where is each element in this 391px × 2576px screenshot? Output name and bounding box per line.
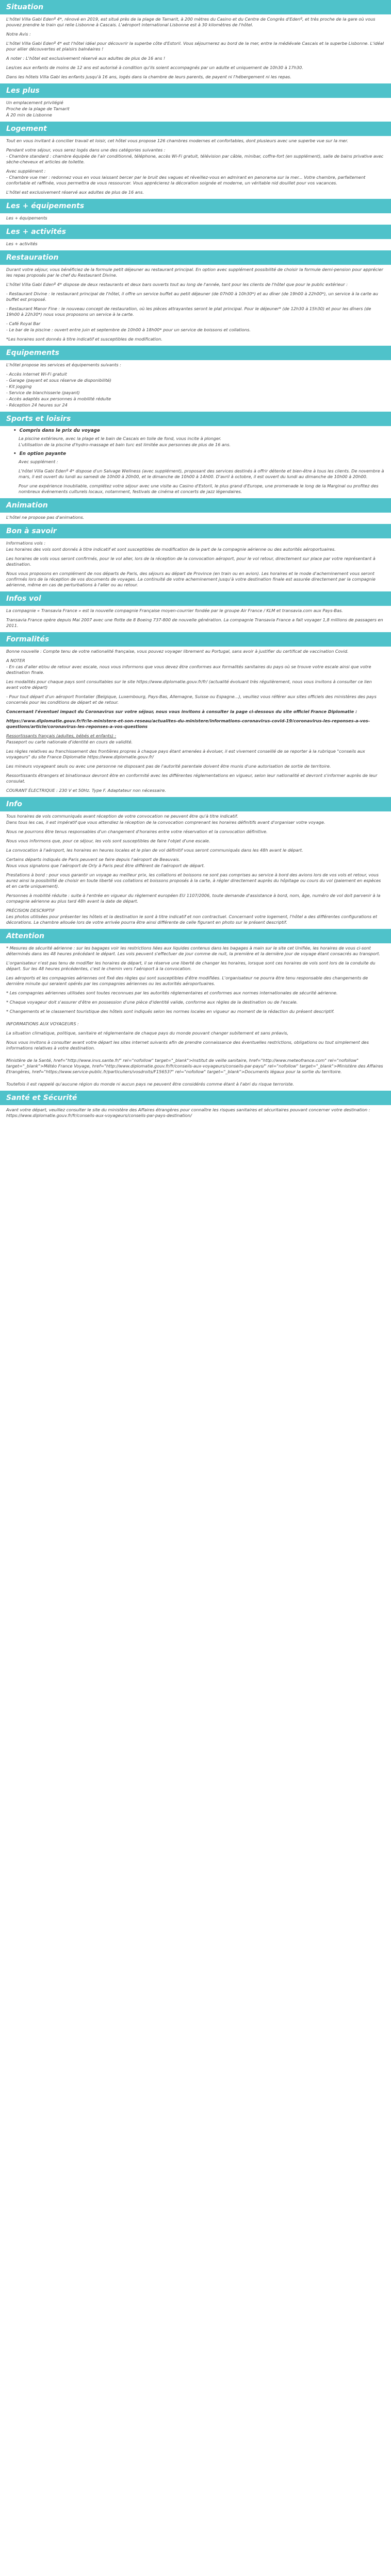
section-body-restauration (0, 267, 391, 342)
paragraph: L'hôtel Villa Gabi Edenº 4* est l'hôtel idéal pour découvrir la superbe côte d'Estoril. Vous séjournerez au bord de la mer, entre la médiévale Cascais et la superbe Lisbonne. L'idéal pour allier découvertes et plaisirs balnéaires ! (6, 41, 384, 52)
paragraph: Les + activités (6, 241, 38, 246)
paragraph: La situation climatique, politique, sanitaire et réglementaire de chaque pays du monde pouvant changer subitement et sans préavis, (6, 1030, 289, 1036)
paragraph: L'hôtel Villa Gabi Edenº 4* dispose de deux restaurants et deux bars ouverts tout au long de l'année, tant pour les clients de l'hôtel que pour le public extérieur : (6, 282, 348, 287)
subsection-title-option: • En option payante (13, 451, 385, 457)
list-item: - Garage (payant et sous réserve de disponibilité) (6, 378, 111, 383)
paragraph: INFORMATIONS AUX VOYAGEURS : (6, 1021, 79, 1026)
section-header-info: Info (0, 797, 391, 811)
paragraph: Avec supplément : (19, 459, 58, 464)
section-body-info (0, 814, 391, 925)
section-body-activites-plus (0, 241, 391, 247)
section-body-formalites (0, 649, 391, 793)
paragraph: Nous vous signalons que l'aéroport de Orly à Paris peut être différent de l'aéroport de départ. (6, 863, 205, 868)
paragraph: L'hôtel ne propose pas d'animations. (6, 515, 85, 520)
paragraph: Nous vous informons que, pour ce séjour, les vols sont susceptibles de faire l'objet d'une escale. (6, 838, 210, 843)
paragraph: Dans les hôtels Villa Gabi les enfants jusqu'à 16 ans, logés dans la chambre de leurs parents, de payent ni l'hébergement ni les repas. (6, 74, 291, 79)
paragraph: À 20 min de Lisbonne (6, 112, 52, 117)
paragraph: L'hôtel est exclusivement réservé aux adultes de plus de 16 ans. (6, 190, 144, 195)
paragraph: L'utilisation de la piscine d'hydro-massage et bain turc est limitée aux personnes de plus de 16 ans. (19, 442, 231, 447)
paragraph: - Restaurant Divine : le restaurant principal de l'hôtel, il offre un service buffet au petit déjeuner (de 07h00 à 10h30*) et au dîner (de 19h00 à 22h00*), un service à la carte au buffet est proposé. (6, 291, 378, 302)
paragraph: Proche de la plage de Tamarit (6, 106, 70, 111)
paragraph: Les mineurs voyageant seuls ou avec une personne ne disposant pas de l'autorité parentale doivent être munis d'une autorisation de sortie de territoire. (6, 764, 331, 769)
section-header-infos-vol: Infos vol (0, 591, 391, 606)
section-header-savoir: Bon à savoir (0, 524, 391, 538)
paragraph: Transavia France opère depuis Mai 2007 avec une flotte de 8 Boeing 737-800 de nouvelle génération. La compagnie Transavia France a fait voyager 1,8 millions de passagers en 2011. (6, 617, 383, 628)
section-body-sante (0, 1107, 391, 1118)
paragraph: COURANT ÉLECTRIQUE : 230 V et 50Hz. Type F. Adaptateur non nécessaire. (6, 788, 166, 793)
paragraph: Les horaires des vols sont donnés à titre indicatif et sont susceptibles de modification de la part de la compagnie aérienne ou des autorités aéroportuaires. (6, 547, 336, 552)
paragraph: Certains départs indiqués de Paris peuvent se faire depuis l'aéroport de Beauvais. (6, 857, 181, 862)
paragraph: - Café Royal Bar (6, 321, 41, 326)
paragraph: Pour une expérience inoubliable, complétez votre séjour avec une visite au Casino d'Estoril, le plus grand d'Europe, une promenade le long de la Marginal ou profitez des nombreux événements culturels locaux, notamment, festivals de cinéma et concerts de jazz légendaires. (19, 483, 379, 494)
paragraph: A NOTER (6, 658, 25, 663)
paragraph: La convocation à l'aéroport, les horaires en heures locales et le plan de vol définitif vous seront communiqués dans les 48h avant le départ. (6, 848, 303, 853)
paragraph: Les règles relatives au franchissement des frontières propres à chaque pays étant amenées à évoluer, il est vivement conseillé de se reporter à la rubrique "conseils aux voyageurs" du site France Diplomatie https://www.diplomatie.gouv.fr/ (6, 749, 365, 759)
paragraph: Nous ne pourrons être tenus responsables d'un changement d'horaires entre votre réservation et la convocation définitive. (6, 829, 268, 834)
paragraph: Notre Avis : (6, 31, 31, 37)
list-item: - Service de blanchisserie (payant) (6, 390, 80, 395)
section-header-activites-plus: Les + activités (0, 225, 391, 239)
paragraph: Un emplacement privilégié (6, 100, 63, 105)
subsection-body-option (6, 459, 385, 495)
section-header-sante: Santé et Sécurité (0, 1091, 391, 1105)
paragraph: L'hôtel Villa Gabi Edenº 4* dispose d'un Salvage Wellness (avec supplément), proposant des services destinés à offrir détente et bien-être à tous les clients. De novembre à mars, il est ouvert du lundi au samedi de 10h00 à 20h00, et le dimanche de 10h00 à 14h00. D'avril à octobre, il est ouvert du lundi au dimanche de 10h00 à 20h00. (19, 468, 384, 479)
paragraph: Tous horaires de vols communiqués avant réception de votre convocation ne peuvent être qu'à titre indicatif. (6, 814, 238, 819)
paragraph: Concernant l'éventuel impact du Coronavirus sur votre séjour, nous vous invitons à consulter la page ci-dessous du site officiel France Diplomatie : (6, 709, 357, 714)
page (0, 0, 391, 1118)
paragraph: Avant votre départ, veuillez consulter le site du ministère des Affaires étrangères pour connaître les risques sanitaires et sécuritaires pouvant concerner votre destination : https://www.diplomatie.gouv.fr/fr/conseils-aux-voyageurs/conseils-par-pays-destination/ (6, 1107, 370, 1118)
paragraph: Les photos utilisées pour présenter les hôtels et la destination le sont à titre indicatif et non contractuel. Concernant votre logement, l'hôtel a des différentes configurations et décorations. La chambre allouée lors de votre arrivée pourra être ainsi différente de celle figurant en photo sur le présent descriptif. (6, 914, 378, 925)
paragraph: Prestations à bord : pour vous garantir un voyage au meilleur prix, les collations et boissons ne sont pas comprises au service à bord des avions lors de vos vols et retour, vous aurez ainsi la possibilité de choisir en toute liberté vos collations et boissons proposés à la carte, à régler directement auprès du hôpitage ou cours du vol (paiement en espèces et en carte uniquement). (6, 872, 381, 889)
list-item: - Kit jogging (6, 384, 32, 389)
list-item: - Réception 24 heures sur 24 (6, 402, 68, 408)
paragraph: Nous vous invitons à consulter avant votre départ les sites internet suivants afin de prendre connaissance des éventuelles restrictions, obligations ou tout simplement des informations relatives à votre destination. (6, 1040, 369, 1050)
paragraph: Les/ces aux enfants de moins de 12 ans est autorisé à condition qu'ils soient accompagnés par un adulte et uniquement de 10h30 à 17h30. (6, 65, 303, 70)
section-header-restauration: Restauration (0, 250, 391, 265)
paragraph: Toutefois il est rappelé qu'aucune région du monde ni aucun pays ne peuvent être considérés comme étant à l'abri du risque terroriste. (6, 1081, 294, 1087)
paragraph: - Chambre vue mer : redonnez vous en vous laissant bercer par le bruit des vagues et réveillez-vous en admirant en panorama sur la mer... Votre chambre, parfaitement confortable et raffinée, vous permettra de vous ressourcer. Vous apprécierez la décoration soignée et moderne, un véritable nid douillet pour vos vacances. (6, 175, 366, 185)
paragraph: La compagnie « Transavia France » est la nouvelle compagnie Française moyen-courrier fondée par le groupe Air France / KLM et transavia.com aux Pays-Bas. (6, 608, 343, 613)
paragraph: L'hôtel Villa Gabi Edenº 4*, rénové en 2019, est situé près de la plage de Tamarit, à 200 mètres du Casino et du Centre de Congrès d'Edenº, et très proche de la gare où vous pouvez prendre le train qui relie Lisbonne à Cascais. L'aéroport international Lisbonne est à 30 kilomètres de l'hôtel. (6, 16, 376, 27)
paragraph: Dans tous les cas, il est impératif que vous attendiez la réception de la convocation comprenant les horaires définitifs avant d'organiser votre voyage. (6, 820, 325, 825)
paragraph: L'organisateur n'est pas tenu de modifier les horaires de départ, il se réserve une liberté de changer les horaires, lorsque sont ces horaires de vols sont lors de la conduite du départ. Sur les 48 heures précédentes, c'est le chemin vers l'aéroport à la convocation. (6, 960, 376, 971)
section-body-logement (0, 138, 391, 195)
section-header-equipements-plus: Les + équipements (0, 199, 391, 213)
paragraph: Les modalités pour chaque pays sont consultables sur le site https://www.diplomatie.gouv.fr/fr/ (actualité évoluant très régulièrement, nous vous invitons à consulter ce lien avant votre départ) (6, 679, 372, 690)
subsection-title-included: • Compris dans le prix du voyage (13, 428, 385, 434)
section-body-sports (0, 428, 391, 495)
section-header-plus: Les plus (0, 83, 391, 98)
paragraph: * Les compagnies aériennes utilisées sont toutes reconnues par les autorités réglementaires et conformes aux normes internationales de sécurité aérienne. (6, 990, 338, 995)
paragraph: * Mesures de sécurité aérienne : sur les bagages voir les restrictions liées aux liquides contenus dans les bagages à main sur le site cet Unifiée, les horaires de vous ci-sont déterminés dans les 48 heures précédant le départ. Les vols peuvent s'effectuer de jour comme de nuit, la première et la dernière jour de voyage étant consacrés au transport. (6, 945, 381, 956)
section-body-infos-vol (0, 608, 391, 629)
paragraph: Informations vols : (6, 540, 46, 546)
paragraph: L'hôtel propose les services et équipements suivants : (6, 362, 121, 367)
paragraph: - En cas d'aller et/ou de retour avec escale, nous vous informons que vous devez être conformes aux formalités sanitaires du pays où se trouve votre escale ainsi que votre destination finale. (6, 664, 371, 675)
section-header-animation: Animation (0, 498, 391, 513)
section-body-plus (0, 100, 391, 118)
section-body-equipements-plus (0, 215, 391, 221)
paragraph: - Chambre standard : chambre équipée de l'air conditionné, téléphone, accès Wi-Fi gratuit, télévision par câble, minibar, coffre-fort (en supplément), salle de bains privative avec sèche-cheveux et articles de toilette. (6, 154, 384, 164)
paragraph: Ressortissants français (adultes, bébés et enfants) : (6, 733, 117, 738)
section-body-attention (0, 945, 391, 1087)
paragraph: Les horaires de vols vous seront confirmés, pour le vol aller, lors de la réception de la convocation aéroport, pour le vol retour, directement sur place par votre représentant à destination. (6, 556, 376, 567)
section-header-attention: Attention (0, 929, 391, 943)
ministry-links[interactable]: Ministère de la Santé, href="http://www.invs.sante.fr/" rel="nofollow" target="_blank">Institut de veille sanitaire, href="http://www.meteofrance.com" rel="nofollow" target="_blank">Météo France Voyage, href="http://www.diplomatie.gouv.fr/fr/conseils-aux-voyageurs/conseils-par-pays/" rel="nofollow" target="_blank">Ministère des Affaires Etrangères, href="https://www.service-public.fr/particuliers/vosdroits/F15653?" rel="nofollow" target="_blank">Documents légaux pour la sortie du territoire. (6, 1058, 383, 1074)
diplomatie-link[interactable]: https://www.diplomatie.gouv.fr/fr/le-ministere-et-son-reseau/actualites-du-ministere/informations-coronavirus-covid-19/coronavirus-les-reponses-a-vos-questions/article/coronavirus-les-reponses-a-vos-questions (6, 718, 370, 729)
paragraph: Pendant votre séjour, vous serez logés dans une des catégories suivantes : (6, 147, 166, 152)
paragraph: PRÉCISION DESCRIPTIF (6, 908, 55, 913)
paragraph: Tout en vous invitant à concilier travail et loisir, cet hôtel vous propose 126 chambres modernes et confortables, dont plusieurs avec une superbe vue sur la mer. (6, 138, 348, 143)
section-body-situation (0, 16, 391, 80)
subsection-body-included (6, 436, 385, 448)
list-item: - Accès adaptés aux personnes à mobilité réduite (6, 396, 111, 401)
paragraph: Les aéroports et les compagnies aériennes ont fixé des règles qui sont susceptibles d'être modifiées. L'organisateur ne pourra être tenu responsable des changements de dernière minute qui seraient opérés par les compagnies aériennes ou les autorités aéroportuaires. (6, 975, 368, 986)
paragraph: - Restaurant Manor Fine : le nouveau concept de restauration, où les pièces attrayantes seront le plat principal. Pour le déjeuner* (de 12h30 à 15h30) et pour les dîners (de 19h00 à 22h30*) nous vous proposons un service à la carte. (6, 306, 371, 317)
section-header-situation: Situation (0, 0, 391, 14)
paragraph: Passeport ou carte nationale d'identité en cours de validité. (6, 739, 133, 744)
paragraph: - Pour tout départ d'un aéroport frontalier (Belgique, Luxembourg, Pays-Bas, Allemagne, Suisse ou Espagne...), veuillez vous référer aux sites officiels des ministères des pays concernés pour les conditions de départ et de retour. (6, 694, 377, 705)
section-body-animation (0, 515, 391, 520)
paragraph: - Le bar de la piscine : ouvert entre juin et septembre de 10h00 à 18h00* pour un service de boissons et collations. (6, 327, 251, 332)
paragraph: Les + équipements (6, 215, 47, 221)
section-header-sports: Sports et loisirs (0, 412, 391, 426)
list-item: - Accès internet Wi-Fi gratuit (6, 371, 67, 377)
paragraph: Personnes à mobilité réduite : suite à l'entrée en vigueur du règlement européen EU 1107/2006, toute demande d'assistance à bord, nom, âge, numéro de vol doit parvenir à la compagnie aérienne au plus tard 48h avant la date de départ. (6, 893, 381, 904)
section-header-formalites: Formalités (0, 632, 391, 647)
section-body-savoir (0, 540, 391, 588)
paragraph: Durant votre séjour, vous bénéficiez de la formule petit déjeuner au restaurant principal. En option avec supplément possibilité de choisir la formule demi-pension pour apprécier les repas proposés par le chef du Restaurant Divine. (6, 267, 383, 278)
paragraph: Ressortissants étrangers et binationaux devront être en conformité avec les différentes réglementations en vigueur, selon leur nationalité et devront s'informer auprès de leur consulat. (6, 773, 378, 784)
paragraph: * Changements et le classement touristique des hôtels sont indiqués selon les normes locales en vigueur au moment de la rédaction du présent descriptif. (6, 1009, 335, 1014)
paragraph: * Chaque voyageur doit s'assurer d'être en possession d'une pièce d'identité valide, conforme aux règles de la destination ou de l'escale. (6, 999, 298, 1005)
paragraph: Bonne nouvelle : Compte tenu de votre nationalité française, vous pouvez voyager librement au Portugal, sans avoir à justifier du certificat de vaccination Covid. (6, 649, 349, 654)
paragraph: *Les horaires sont donnés à titre indicatif et susceptibles de modification. (6, 336, 162, 342)
paragraph: Nous vous proposons en complément de nos départs de Paris, des séjours au départ de Province (en train ou en avion). Les horaires et le mode d'acheminement vous seront confirmés lors de la réception de vos documents de voyages. La continuité de votre acheminement jusqu'à votre destination finale est assurée directement par la compagnie aérienne, même en cas de perturbations à l'aller ou au retour. (6, 571, 376, 587)
paragraph: La piscine extérieure, avec la plage et le bain de Cascais en toile de fond, vous incite à plonger. (19, 436, 222, 441)
paragraph: A noter : L'hôtel est exclusivement réservé aux adultes de plus de 16 ans ! (6, 56, 166, 61)
paragraph: Avec supplément : (6, 168, 46, 174)
section-header-logement: Logement (0, 122, 391, 136)
section-body-equipements (0, 362, 391, 408)
section-header-equipements: Equipements (0, 346, 391, 360)
